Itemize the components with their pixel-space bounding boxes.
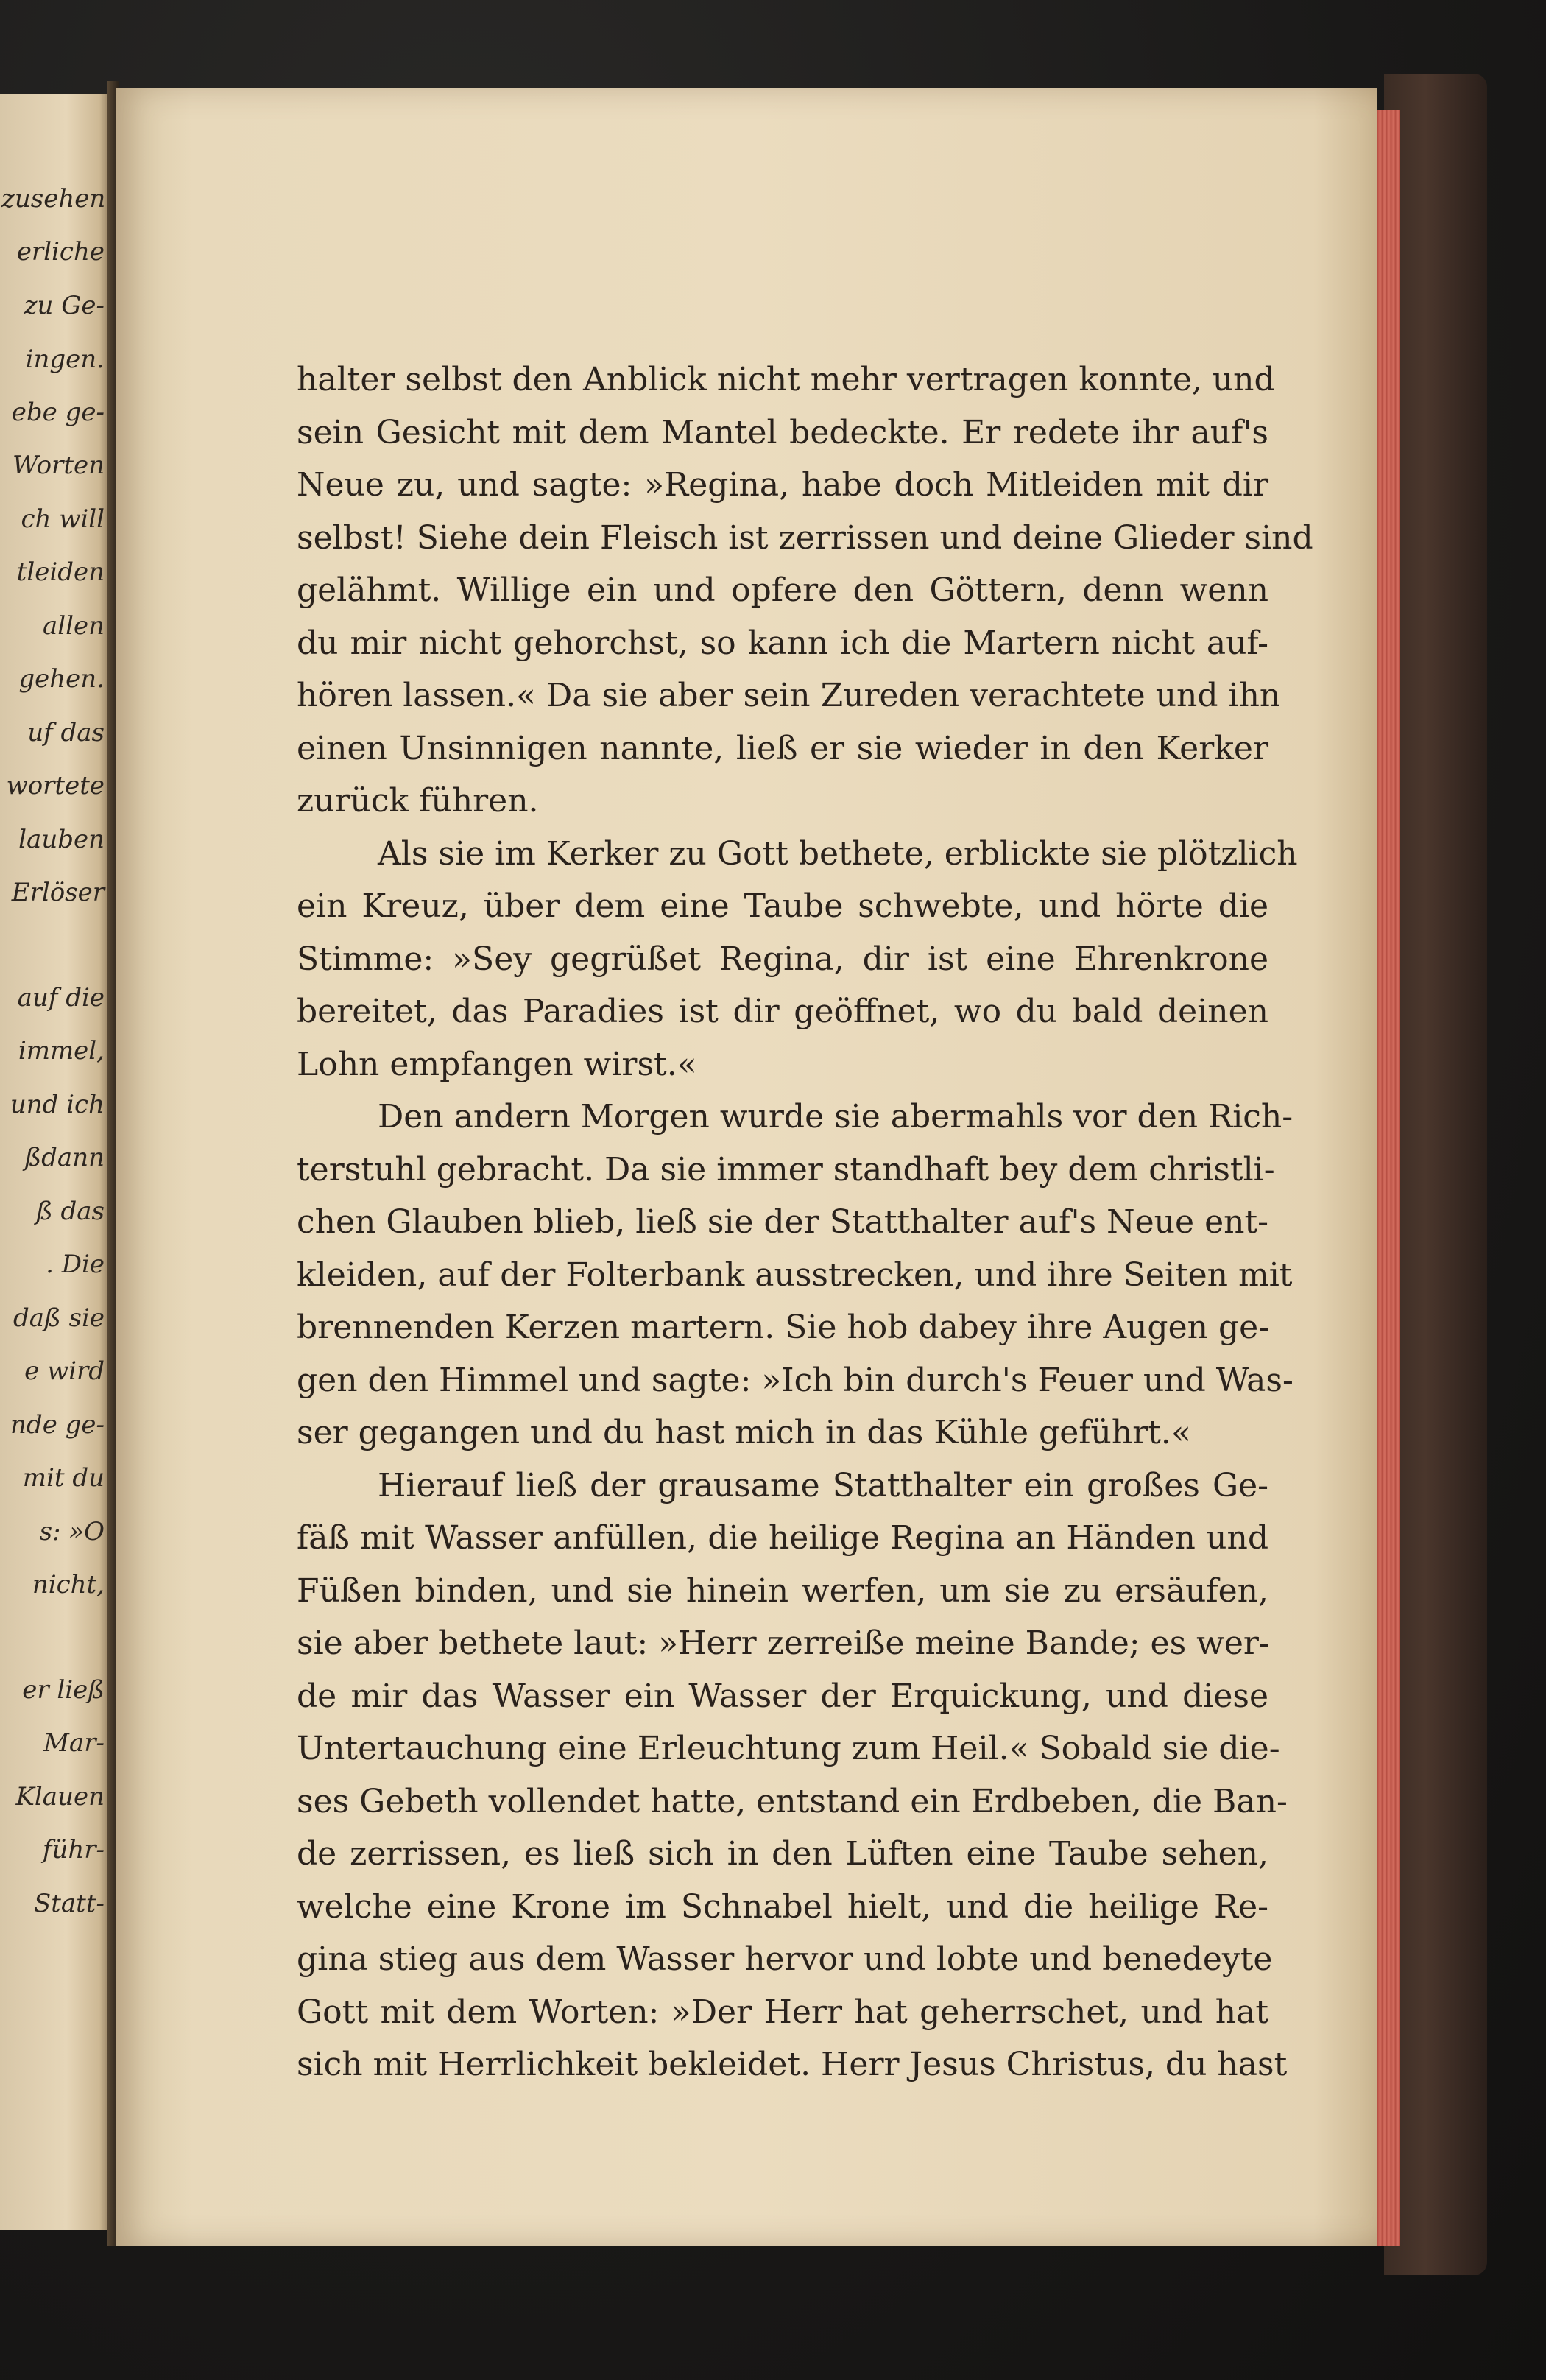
paragraph [297, 353, 1313, 828]
left-page-fragment: Klauen [15, 1782, 105, 1812]
text-line: sein Gesicht mit dem Mantel bedeckte. Er redete ihr auf's [297, 413, 1268, 451]
text-line: de mir das Wasser ein Wasser der Erquickung, und diese [297, 1677, 1268, 1715]
text-line: Stimme: »Sey gegrüßet Regina, dir ist eine Ehrenkrone [297, 940, 1268, 978]
text-line: de zerrissen, es ließ sich in den Lüften eine Taube sehen, [297, 1835, 1268, 1873]
text-line: gen den Himmel und sagte: »Ich bin durch's Feuer und Was- [297, 1361, 1293, 1399]
left-page-fragment: e wird [24, 1356, 105, 1386]
text-line: Den andern Morgen wurde sie abermahls vor den Rich- [378, 1098, 1293, 1136]
left-page-fragment: uf das [27, 718, 105, 747]
text-line: selbst! Siehe dein Fleisch ist zerrissen und deine Glieder sind [297, 518, 1313, 557]
left-page-fragment: erliche [16, 237, 105, 267]
text-line: fäß mit Wasser anfüllen, die heilige Regina an Händen und [297, 1519, 1268, 1557]
text-line: chen Glauben blieb, ließ sie der Statthalter auf's Neue ent- [297, 1203, 1268, 1241]
paragraph [297, 1091, 1293, 1460]
left-page-fragment: ch will [21, 504, 105, 534]
left-page-fragment: nicht, [32, 1570, 105, 1599]
left-page-fragment: zu Ge- [24, 291, 105, 320]
left-page-fragment: nde ge- [10, 1410, 105, 1440]
left-page-fragment: wortete [6, 771, 105, 800]
paragraph [297, 1460, 1288, 2091]
left-page-fragment: . Die [46, 1250, 105, 1279]
text-line: halter selbst den Anblick nicht mehr vertragen konnte, und [297, 361, 1275, 398]
left-page-fragment: zusehen [1, 184, 106, 214]
left-page-fragment: s: »O [39, 1517, 105, 1546]
left-page-fragment: Worten [12, 451, 105, 480]
text-line: zurück führen. [297, 782, 539, 820]
left-page-fragment: immel, [18, 1036, 105, 1066]
left-page-fragment: ß das [35, 1197, 105, 1226]
text-line: hören lassen.« Da sie aber sein Zureden verachtete und ihn [297, 677, 1281, 714]
text-line: Untertauchung eine Erleuchtung zum Heil.« Sobald sie die- [297, 1730, 1280, 1767]
text-line: sie aber bethete laut: »Herr zerreiße meine Bande; es wer- [297, 1624, 1270, 1662]
left-page-fragment: ingen. [25, 345, 105, 374]
text-line: ses Gebeth vollendet hatte, entstand ein Erdbeben, die Ban- [297, 1782, 1288, 1820]
text-line: Hierauf ließ der grausame Statthalter ein großes Ge- [378, 1466, 1268, 1504]
right-page [116, 88, 1377, 2246]
text-line: du mir nicht gehorchst, so kann ich die Martern nicht auf- [297, 624, 1268, 662]
text-line: kleiden, auf der Folterbank ausstrecken, und ihre Seiten mit [297, 1256, 1293, 1294]
left-page-fragment: führ- [42, 1835, 105, 1865]
text-line: brennenden Kerzen martern. Sie hob dabey ihre Augen ge- [297, 1309, 1270, 1346]
left-page-fragment: ebe ge- [11, 398, 105, 427]
left-facing-page [0, 94, 110, 2230]
left-page-fragment: ßdann [24, 1143, 105, 1172]
left-page-fragment: Statt- [33, 1889, 105, 1918]
left-page-fragment: er ließ [22, 1675, 105, 1705]
text-line: Als sie im Kerker zu Gott bethete, erblickte sie plötzlich [378, 834, 1298, 873]
left-page-fragment: mit du [22, 1463, 105, 1493]
text-line: Füßen binden, und sie hinein werfen, um sie zu ersäufen, [297, 1571, 1268, 1610]
left-page-fragment: lauben [18, 825, 105, 854]
text-line: welche eine Krone im Schnabel hielt, und die heilige Re- [297, 1887, 1268, 1926]
text-line: terstuhl gebracht. Da sie immer standhaft bey dem christli- [297, 1150, 1275, 1189]
paragraph [297, 828, 1298, 1091]
text-line: sich mit Herrlichkeit bekleidet. Herr Jesus Christus, du hast [297, 2046, 1288, 2083]
left-page-fragment: daß sie [13, 1303, 105, 1333]
text-line: bereitet, das Paradies ist dir geöffnet, wo du bald deinen [297, 993, 1268, 1030]
left-page-fragment: tleiden [16, 557, 105, 587]
body-text [297, 353, 1313, 2091]
left-page-fragment: allen [42, 611, 105, 641]
left-page-fragment: auf die [17, 983, 105, 1013]
text-line: Gott mit dem Worten: »Der Herr hat geherrschet, und hat [297, 1993, 1268, 2031]
left-page-fragment: Erlöser [11, 878, 105, 907]
left-page-fragment: und ich [10, 1090, 105, 1119]
text-line: gina stieg aus dem Wasser hervor und lobte und benedeyte [297, 1940, 1273, 1978]
left-page-fragment: Mar- [43, 1728, 105, 1758]
left-page-fragment: gehen. [18, 664, 105, 694]
text-line: Lohn empfangen wirst.« [297, 1045, 697, 1083]
text-line: einen Unsinnigen nannte, ließ er sie wieder in den Kerker [297, 729, 1268, 767]
text-line: gelähmt. Willige ein und opfere den Göttern, denn wenn [297, 571, 1268, 609]
text-line: ser gegangen und du hast mich in das Kühle geführt.« [297, 1414, 1191, 1451]
text-line: Neue zu, und sagte: »Regina, habe doch Mitleiden mit dir [297, 466, 1268, 504]
text-line: ein Kreuz, über dem eine Taube schwebte, und hörte die [297, 887, 1268, 925]
